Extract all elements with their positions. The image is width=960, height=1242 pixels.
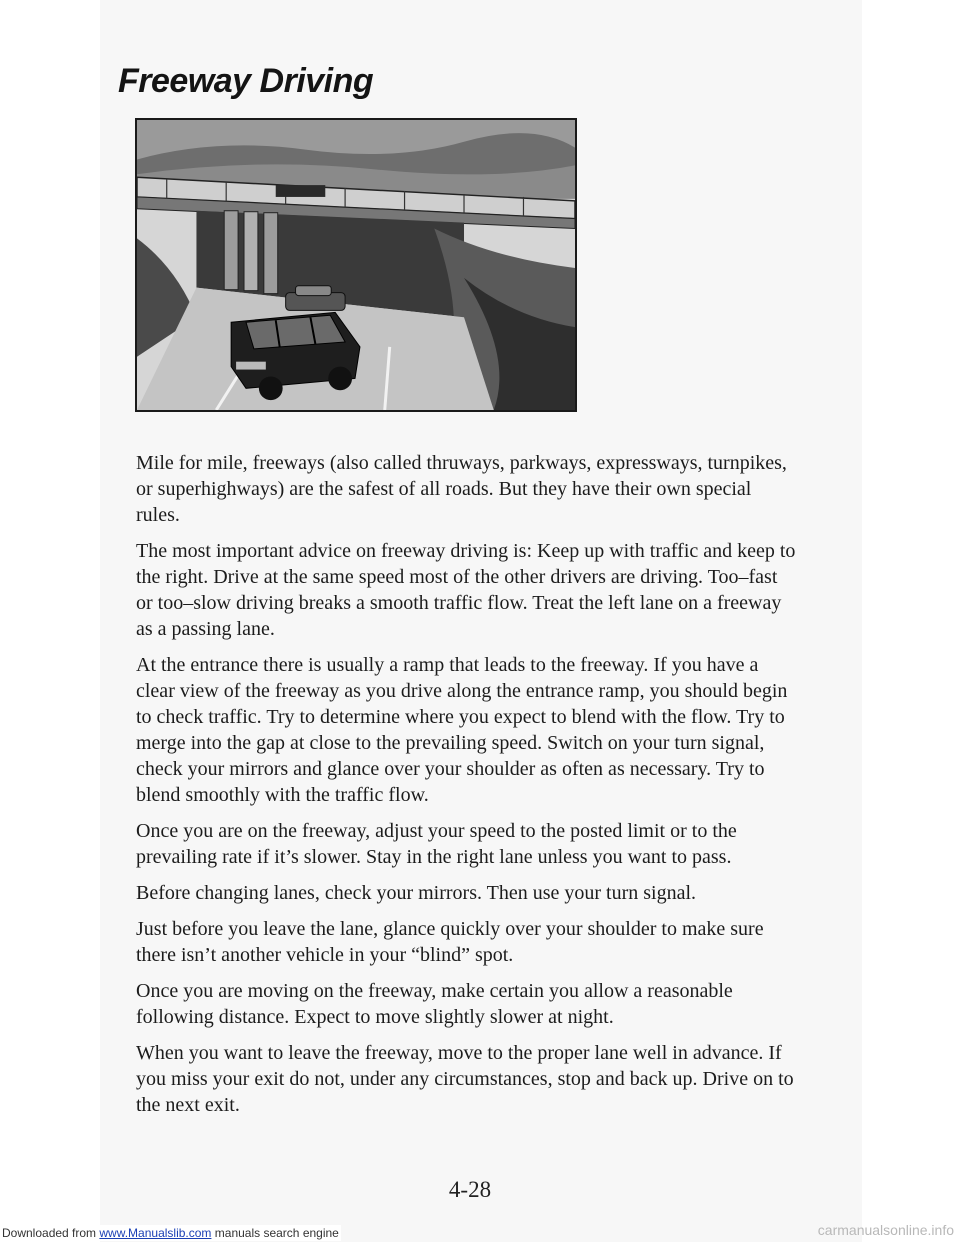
paragraph-important-advice: The most important advice on freeway driving is: Keep up with traffic and keep to the right. Drive at the same speed most of the other drivers are driving. Too–fast or too–slow driving breaks a smooth traffic flow. Treat the left lane on a freeway as a passing lane.: [136, 540, 796, 640]
paragraph-freeway-intro: Mile for mile, freeways (also called thruways, parkways, expressways, turnpikes, or superhighways) are the safest of all roads. But they have their own special rules.: [136, 452, 787, 526]
paragraph-leaving-freeway: When you want to leave the freeway, move to the proper lane well in advance. If you miss your exit do not, under any circumstances, stop and back up. Drive on to the next exit.: [136, 1042, 794, 1116]
paragraph-entrance-ramp: At the entrance there is usually a ramp that leads to the freeway. If you have a clear view of the freeway as you drive along the entrance ramp, you should begin to check traffic. Try to determine where you expect to blend with the flow. Try to merge into the gap at close to the prevailing speed. Switch on your turn signal, check your mirrors and glance over your shoulder as often as necessary. Try to blend smoothly with the traffic flow.: [136, 654, 788, 806]
page-number: 4-28: [448, 1177, 492, 1202]
paragraph-adjust-speed: Once you are on the freeway, adjust your speed to the posted limit or to the prevailing rate if it’s slower. Stay in the right lane unless you want to pass.: [136, 820, 737, 868]
download-footer: [0, 1225, 341, 1241]
paragraph-blind-spot: Just before you leave the lane, glance quickly over your shoulder to make sure there isn’t another vehicle in your “blind” spot.: [136, 918, 764, 966]
paragraph-changing-lanes: Before changing lanes, check your mirrors. Then use your turn signal.: [136, 882, 697, 904]
paragraph-following-distance: Once you are moving on the freeway, make certain you allow a reasonable following distance. Expect to move slightly slower at night.: [136, 980, 733, 1028]
manualslib-link[interactable]: www.Manualslib.com: [99, 1226, 212, 1240]
freeway-overpass-illustration: [135, 118, 577, 412]
watermark: carmanualsonline.info: [817, 1222, 954, 1238]
download-prefix: Downloaded from: [2, 1226, 100, 1240]
page-title: Freeway Driving: [118, 62, 374, 100]
freeway-overpass-drawing: [137, 120, 575, 410]
body-text: [136, 450, 796, 1128]
download-suffix: manuals search engine: [211, 1226, 339, 1240]
